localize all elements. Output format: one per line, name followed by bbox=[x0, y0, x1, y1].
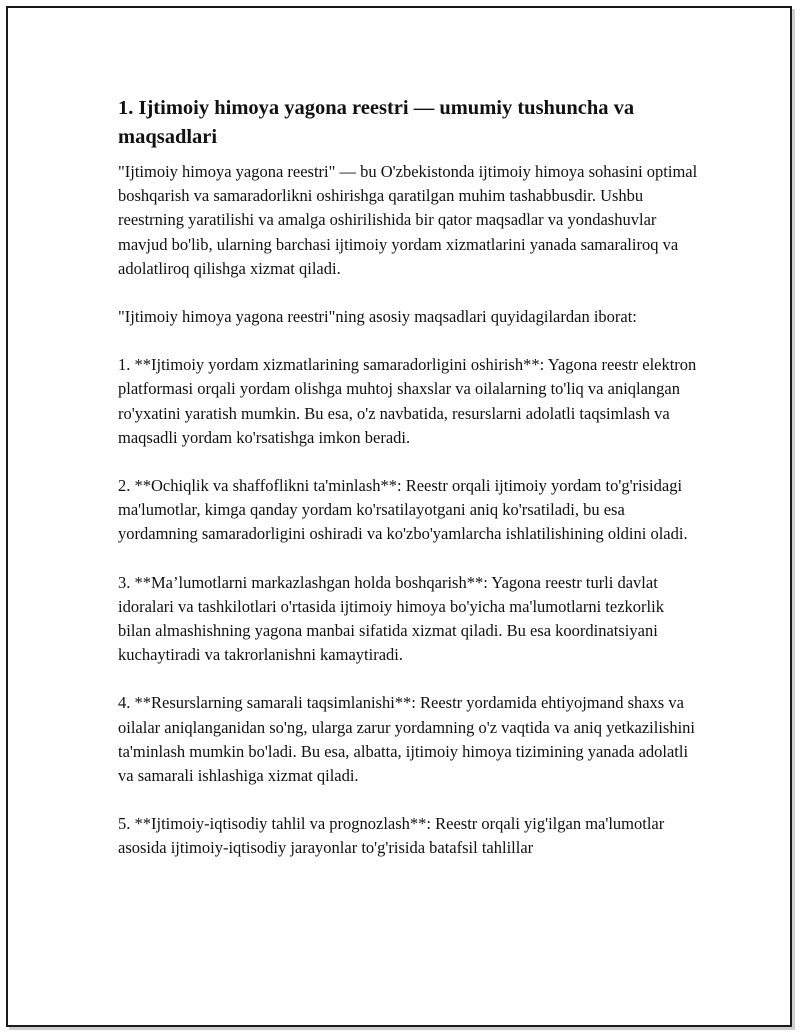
paragraph-goals-lead: "Ijtimoiy himoya yagona reestri"ning asosiy maqsadlari quyidagilardan iborat: bbox=[118, 307, 637, 327]
paragraph-goal-4: 4. **Resurslarning samarali taqsimlanishi**: Reestr yordamida ehtiyojmand shaxs va oilalar aniqlanganidan so'ng, ularga zarur yordamning o'z vaqtida va aniq yetkazilishini ta'minlash mumkin bo'ladi. Bu esa, albatta, ijtimoiy himoya tizimining yanada adolatli va samarali ishlashiga xizmat qiladi. bbox=[118, 693, 696, 786]
paragraph-goal-1: 1. **Ijtimoiy yordam xizmatlarining samaradorligini oshirish**: Yagona reestr elektron platformasi orqali yordam olishga muhtoj shaxslar va oilalarning to'liq va aniqlangan ro'yxatini yaratish mumkin. Bu esa, o'z navbatida, resurslarni adolatli taqsimlash va maqsadli yordam ko'rsatishga imkon beradi. bbox=[118, 355, 697, 447]
section-heading: 1. Ijtimoiy himoya yagona reestri — umumiy tushuncha va maqsadlari bbox=[118, 97, 635, 148]
paragraph-goal-2: 2. **Ochiqlik va shaffoflikni ta'minlash**: Reestr orqali ijtimoiy yordam to'g'risidagi ma'lumotlar, kimga qanday yordam ko'rsatilayotgani aniq ko'rsatiladi, bu esa yordamning samaradorligini oshiradi va ko'zbo'yamlarcha ishlatilishining oldini oladi. bbox=[118, 476, 688, 544]
paragraph-goal-3: 3. **Ma’lumotlarni markazlashgan holda boshqarish**: Yagona reestr turli davlat idoralari va tashkilotlari o'rtasida ijtimoiy himoya bo'yicha ma'lumotlarni tezkorlik bilan almashishning yagona manbai sifatida xizmat qiladi. Bu esa koordinatsiyani kuchaytiradi va takrorlanishni kamaytiradi. bbox=[118, 572, 664, 665]
page-frame bbox=[6, 6, 792, 1027]
paragraph-intro: "Ijtimoiy himoya yagona reestri" — bu O'zbekistonda ijtimoiy himoya sohasini optimal boshqarish va samaradorlikni oshirishga qaratilgan muhim tashabbusdir. Ushbu reestrning yaratilishi va amalga oshirilishida bir qator maqsadlar va yondashuvlar mavjud bo'lib, ularning barchasi ijtimoiy yordam xizmatlarini yanada samaraliroq va adolatliroq qilishga xizmat qiladi. bbox=[118, 162, 698, 278]
document-body bbox=[118, 94, 698, 885]
paragraph-goal-5: 5. **Ijtimoiy-iqtisodiy tahlil va prognozlash**: Reestr orqali yig'ilgan ma'lumotlar asosida ijtimoiy-iqtisodiy jarayonlar to'g'risida batafsil tahlillar bbox=[118, 814, 665, 858]
